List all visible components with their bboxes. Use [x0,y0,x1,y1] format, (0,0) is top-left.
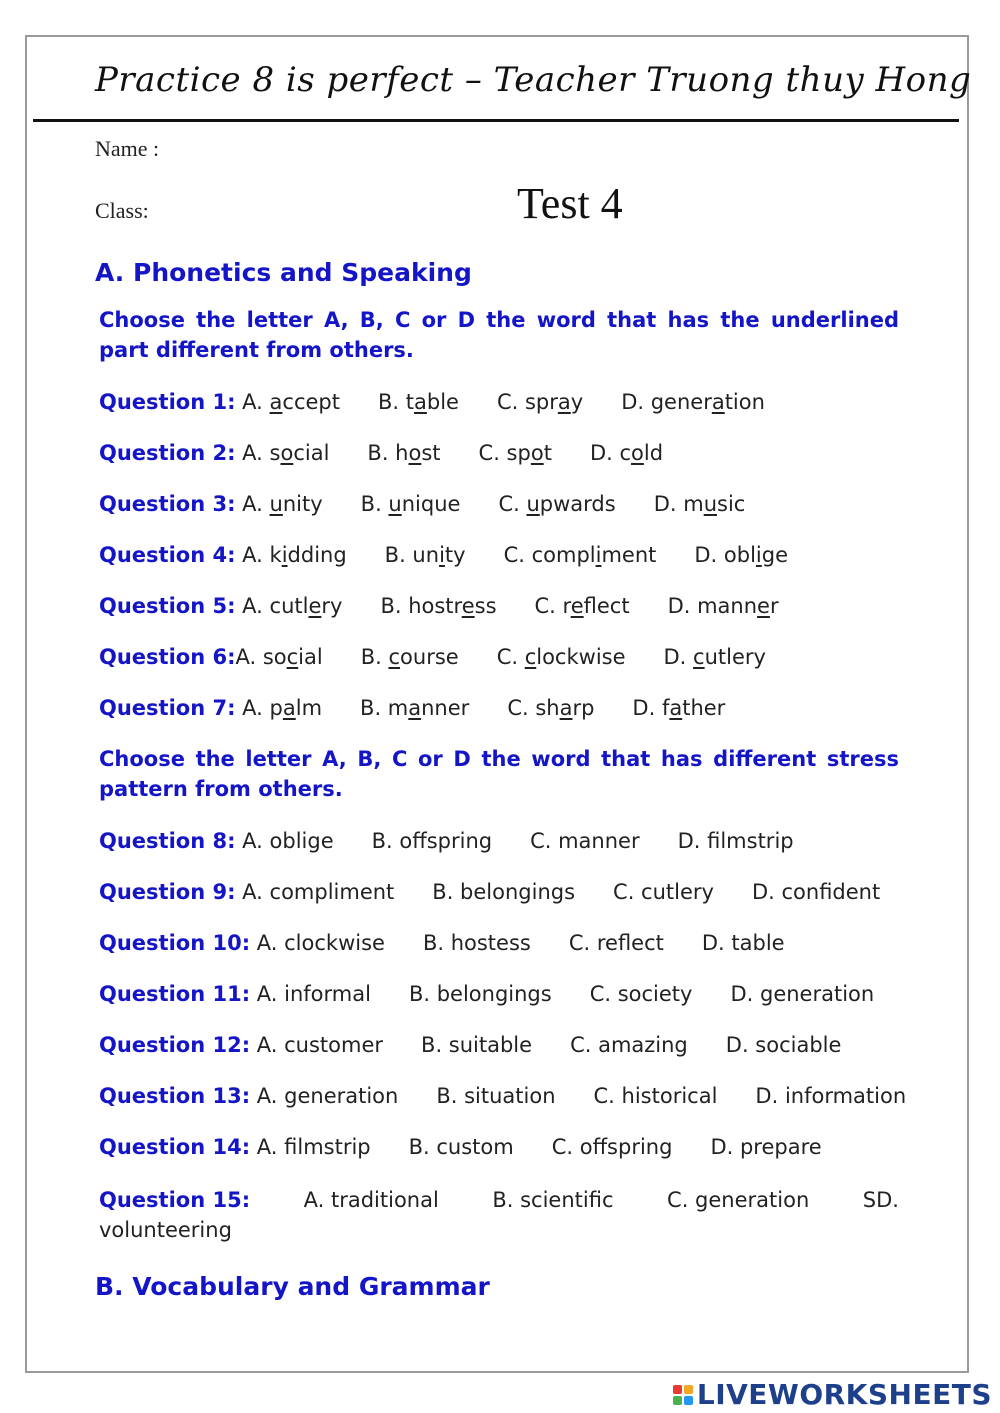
underlined-part: a [559,696,573,720]
question-2-option-c: C. spot [478,441,552,465]
question-12-option-b: B. suitable [421,1033,533,1057]
question-9-option-a: A. compliment [242,880,395,904]
question-10-option-c: C. reflect [568,931,664,955]
question-5-option-b: B. hostress [380,594,497,618]
question-1-option-d: D. generation [621,390,765,414]
underlined-part: i [755,543,762,567]
question-15 [99,1185,899,1245]
underlined-part: c [286,645,299,669]
underlined-part: a [669,696,683,720]
question-3-label: Question 3: [99,492,236,516]
question-11-label: Question 11: [99,982,251,1006]
underlined-part: o [280,441,294,465]
question-1-option-c: C. spray [496,390,584,414]
underlined-part: u [703,492,717,516]
question-7-option-d: D. father [632,696,726,720]
question-12-option-d: D. sociable [725,1033,842,1057]
question-10-option-a: A. clockwise [256,931,385,955]
question-11-option-d: D. generation [730,982,875,1006]
question-11 [99,979,874,1009]
question-2-option-d: D. cold [589,441,664,465]
underlined-part: a [711,390,725,414]
underlined-part: o [530,441,544,465]
question-15-option-c: C. generation [667,1188,810,1212]
question-8-option-b: B. offspring [371,829,493,853]
question-6 [99,642,766,672]
question-6-option-b: B. course [360,645,459,669]
underlined-part: a [282,696,296,720]
question-14-label: Question 14: [99,1135,251,1159]
section-b-heading: B. Vocabulary and Grammar [95,1272,490,1301]
question-12-option-a: A. customer [256,1033,384,1057]
question-10 [99,928,785,958]
question-15-option-d: SD. [862,1188,899,1212]
question-1-option-a: A. accept [242,390,340,414]
question-4 [99,540,788,570]
underlined-part: i [439,543,445,567]
section-a-heading: A. Phonetics and Speaking [95,258,472,287]
question-14-option-d: D. prepare [710,1135,822,1159]
underlined-part: i [595,543,602,567]
question-6-option-d: D. cutlery [663,645,766,669]
question-6-option-c: C. clockwise [496,645,626,669]
question-5-label: Question 5: [99,594,236,618]
question-4-option-c: C. compliment [503,543,657,567]
question-9-option-d: D. confident [751,880,881,904]
question-5-option-d: D. manner [667,594,779,618]
question-3-option-b: B. unique [360,492,461,516]
underlined-part: u [388,492,402,516]
question-2 [99,438,663,468]
header-divider [33,119,959,122]
question-13-option-a: A. generation [256,1084,399,1108]
underlined-part: o [631,441,644,465]
underlined-part: u [526,492,540,516]
question-4-option-d: D. oblige [694,543,789,567]
question-8 [99,826,794,856]
question-14-option-a: A. filmstrip [256,1135,371,1159]
question-5-option-c: C. reflect [534,594,630,618]
underlined-part: e [461,594,475,618]
instruction-stress: Choose the letter A, B, C or D the word that has different stress pattern from others. [99,747,899,801]
question-14-option-c: C. offspring [551,1135,673,1159]
question-15-option-b: B. scientific [492,1188,614,1212]
question-3-option-c: C. upwards [498,492,616,516]
question-8-option-d: D. filmstrip [677,829,794,853]
question-4-label: Question 4: [99,543,236,567]
question-14 [99,1132,822,1162]
question-1-label: Question 1: [99,390,236,414]
logo-text: LIVEWORKSHEETS [696,1378,992,1411]
question-4-option-a: A. kidding [242,543,347,567]
question-7-option-c: C. sharp [507,696,595,720]
question-10-option-b: B. hostess [422,931,531,955]
underlined-part: a [408,696,422,720]
question-13-option-c: C. historical [593,1084,718,1108]
liveworksheets-logo [673,1378,992,1411]
question-14-option-b: B. custom [408,1135,514,1159]
question-11-option-a: A. informal [256,982,371,1006]
question-3-option-d: D. music [653,492,746,516]
question-8-option-c: C. manner [530,829,640,853]
question-10-option-d: D. table [701,931,785,955]
question-2-label: Question 2: [99,441,236,465]
question-8-label: Question 8: [99,829,236,853]
underlined-part: u [269,492,283,516]
question-8-option-a: A. oblige [242,829,334,853]
question-9-label: Question 9: [99,880,236,904]
question-5 [99,591,779,621]
question-9-option-b: B. belongings [432,880,576,904]
question-15-label: Question 15: [99,1188,251,1212]
underlined-part: c [388,645,401,669]
question-4-option-b: B. unity [384,543,466,567]
question-7 [99,693,725,723]
instruction-phonetics: Choose the letter A, B, C or D the word that has the underlined part different from others. [99,308,899,362]
question-9-option-c: C. cutlery [613,880,714,904]
question-5-option-a: A. cutlery [242,594,343,618]
question-13 [99,1081,906,1111]
test-title: Test 4 [517,179,623,228]
question-6-option-a: A. social [235,645,323,669]
underlined-part: c [524,645,537,669]
question-2-option-a: A. social [242,441,330,465]
question-11-option-c: C. society [589,982,693,1006]
name-label: Name : [95,136,160,161]
underlined-part: e [757,594,770,618]
underlined-part: i [281,543,288,567]
question-12-option-c: C. amazing [570,1033,688,1057]
worksheet-header-title: Practice 8 is perfect – Teacher Truong thuy Hong [95,60,972,100]
question-13-option-d: D. information [755,1084,907,1108]
question-7-option-b: B. manner [360,696,470,720]
question-10-label: Question 10: [99,931,251,955]
question-12 [99,1030,841,1060]
class-label: Class: [95,198,149,223]
question-15-continuation: volunteering [99,1218,232,1242]
question-2-option-b: B. host [367,441,441,465]
question-1 [99,387,765,417]
question-15-option-a: A. traditional [303,1188,439,1212]
question-11-option-b: B. belongings [408,982,552,1006]
question-1-option-b: B. table [377,390,459,414]
question-3 [99,489,745,519]
underlined-part: a [269,390,283,414]
underlined-part: c [693,645,705,669]
underlined-part: a [557,390,571,414]
question-9 [99,877,880,907]
underlined-part: o [408,441,422,465]
underlined-part: e [308,594,322,618]
underlined-part: e [570,594,584,618]
question-6-label: Question 6: [99,645,236,669]
question-7-label: Question 7: [99,696,236,720]
question-12-label: Question 12: [99,1033,251,1057]
logo-mark-icon [673,1385,693,1405]
question-3-option-a: A. unity [242,492,323,516]
question-7-option-a: A. palm [242,696,323,720]
question-13-option-b: B. situation [436,1084,556,1108]
underlined-part: a [413,390,427,414]
question-13-label: Question 13: [99,1084,251,1108]
